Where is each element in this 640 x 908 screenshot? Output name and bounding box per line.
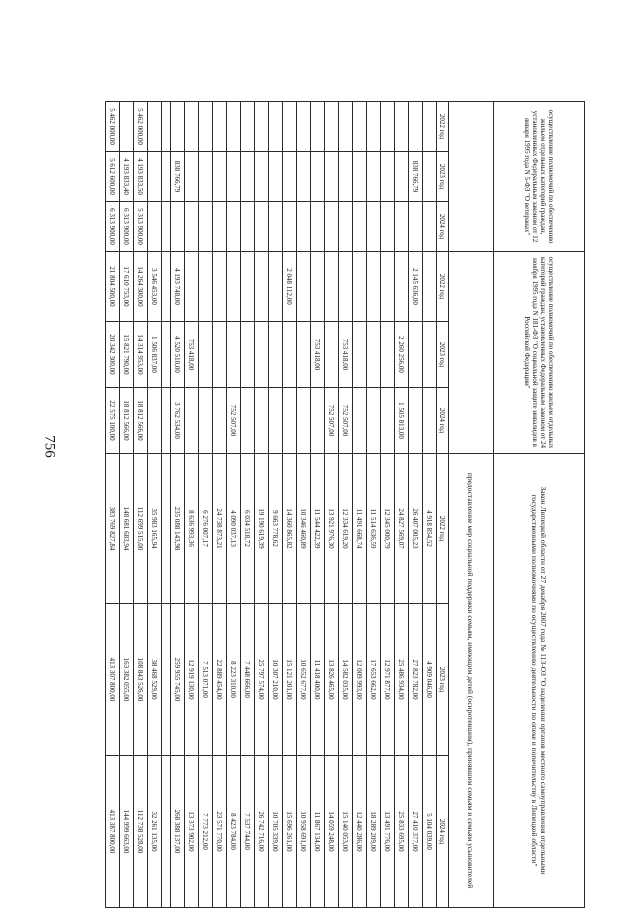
table-cell: 413 387 800,00 [106, 756, 120, 908]
year-header: 2023 год [437, 604, 449, 756]
table-cell [227, 202, 241, 252]
table-cell: 19 190 619,39 [255, 454, 269, 604]
table-cell: 12 334 619,20 [339, 454, 353, 604]
table-cell: 259 955 745,00 [171, 604, 185, 756]
table-cell [311, 202, 325, 252]
table-cell [185, 152, 199, 202]
table-cell [283, 388, 297, 454]
table-cell [297, 252, 311, 322]
table-cell [185, 252, 199, 322]
table-cell: 838 766,79 [171, 152, 185, 202]
table-cell: 11 544 422,39 [311, 454, 325, 604]
table-cell [171, 102, 185, 152]
table-row [395, 102, 409, 908]
table-cell: 838 766,79 [409, 152, 423, 202]
table-cell: 383 769 827,84 [106, 454, 120, 604]
table-cell [269, 152, 283, 202]
table-cell: 7 448 666,00 [241, 604, 255, 756]
table-cell: 25 797 574,00 [255, 604, 269, 756]
table-row [409, 102, 423, 908]
table-cell [367, 102, 381, 152]
table-cell: 26 742 716,00 [255, 756, 269, 908]
table-cell [148, 388, 162, 454]
table-cell: 11 867 134,00 [311, 756, 325, 908]
table-cell [162, 202, 171, 252]
table-cell [353, 252, 367, 322]
table-cell: 7 773 212,00 [199, 756, 213, 908]
table-cell [423, 388, 437, 454]
table-cell [241, 322, 255, 388]
rotated-table-page [75, 101, 585, 907]
table-cell [395, 202, 409, 252]
table-cell: 18 289 209,00 [367, 756, 381, 908]
table-cell [381, 322, 395, 388]
table-cell [148, 102, 162, 152]
table-cell [162, 756, 171, 908]
table-cell: 4 193 833,50 [134, 152, 148, 202]
table-cell [255, 252, 269, 322]
table-cell: 26 407 005,23 [409, 454, 423, 604]
table-cell [120, 102, 134, 152]
table-cell [199, 202, 213, 252]
table-row [120, 102, 134, 908]
table-cell: 752 507,00 [325, 388, 339, 454]
table-cell [241, 152, 255, 202]
table-cell [283, 322, 297, 388]
table-cell: 2 048 112,00 [283, 252, 297, 322]
table-cell: 25 833 695,00 [395, 756, 409, 908]
table-cell: 7 537 744,00 [241, 756, 255, 908]
table-row [339, 102, 353, 908]
table-cell [423, 102, 437, 152]
table-row [311, 102, 325, 908]
table-cell [255, 102, 269, 152]
table-cell: 3 762 534,00 [171, 388, 185, 454]
table-cell [381, 152, 395, 202]
table-cell [255, 388, 269, 454]
table-cell: 268 388 137,00 [171, 756, 185, 908]
table-row [255, 102, 269, 908]
table-cell: 15 696 261,00 [283, 756, 297, 908]
page-number: 756 [41, 435, 58, 458]
table-cell: 27 823 782,00 [409, 604, 423, 756]
table-cell: 144 999 663,00 [120, 756, 134, 908]
table-cell [423, 252, 437, 322]
group3-subheader: предоставление мер социальной поддержки семьям, имеющим детей (осиротевшим), принявшим семьям и семьям усыновителей [449, 454, 494, 908]
table-cell: 3 546 453,00 [148, 252, 162, 322]
table-cell: 1 505 813,00 [395, 388, 409, 454]
table-cell [227, 252, 241, 322]
table-cell [311, 252, 325, 322]
table-cell [297, 388, 311, 454]
year-header: 2022 год [437, 102, 449, 152]
table-row [269, 102, 283, 908]
budget-table [105, 101, 585, 908]
table-cell: 10 652 677,00 [297, 604, 311, 756]
table-cell [241, 202, 255, 252]
table-cell: 10 958 691,00 [297, 756, 311, 908]
table-cell [297, 152, 311, 202]
table-cell: 8 423 784,00 [227, 756, 241, 908]
table-cell [213, 322, 227, 388]
table-cell [213, 152, 227, 202]
group1-subheader-empty [449, 102, 494, 252]
table-cell [162, 322, 171, 388]
table-cell: 112 699 515,00 [134, 454, 148, 604]
table-cell: 35 983 165,94 [148, 454, 162, 604]
table-cell: 15 140 053,00 [339, 756, 353, 908]
table-cell: 4 520 510,00 [171, 322, 185, 388]
table-cell [213, 252, 227, 322]
table-cell [325, 252, 339, 322]
table-cell: 8 223 310,00 [227, 604, 241, 756]
table-row [297, 102, 311, 908]
table-cell [311, 152, 325, 202]
table-cell: 6 034 518,72 [241, 454, 255, 604]
group-header-guardianship: Закон Липецкой области от 27 декабря 2007 года № 113-ОЗ "О наделении органов местного самоуправления отдельными государственными полномочиями по осуществлению деятельности по опеке и попечительству в Липецкой области" [494, 454, 585, 908]
table-cell: 13 491 776,00 [381, 756, 395, 908]
table-cell [297, 202, 311, 252]
table-cell: 148 681 683,94 [120, 454, 134, 604]
table-cell: 14 264 300,00 [134, 252, 148, 322]
table-cell [367, 152, 381, 202]
table-cell [311, 102, 325, 152]
table-cell: 27 410 377,00 [409, 756, 423, 908]
table-cell: 11 418 400,00 [311, 604, 325, 756]
table-cell [297, 102, 311, 152]
table-cell [227, 102, 241, 152]
table-cell [199, 322, 213, 388]
table-cell [423, 322, 437, 388]
table-cell [185, 102, 199, 152]
table-cell [409, 202, 423, 252]
year-header: 2022 год [437, 252, 449, 322]
table-cell [227, 152, 241, 202]
table-cell [353, 102, 367, 152]
table-row [171, 102, 185, 908]
table-cell: 4 909 046,00 [423, 604, 437, 756]
table-row [199, 102, 213, 908]
table-cell [162, 388, 171, 454]
table-cell: 753 418,00 [185, 322, 199, 388]
table-cell [213, 388, 227, 454]
table-cell [255, 152, 269, 202]
table-cell: 12 919 130,00 [185, 604, 199, 756]
table-cell [283, 202, 297, 252]
table-cell: 4 918 854,52 [423, 454, 437, 604]
table-cell: 8 636 993,36 [185, 454, 199, 604]
table-cell [283, 102, 297, 152]
table-cell [213, 102, 227, 152]
table-cell [325, 202, 339, 252]
table-cell [423, 152, 437, 202]
table-row [325, 102, 339, 908]
table-cell [148, 152, 162, 202]
group-header-disabled: осуществление полномочий по обеспечению жильем отдельных категорий граждан, установленных Федеральным законом от 24 ноября 1995 года N 181-ФЗ "О социальной защите инвалидов в Российской Федерации" [494, 252, 585, 454]
table-cell [381, 202, 395, 252]
table-cell: 20 342 300,00 [106, 322, 120, 388]
table-cell: 108 843 526,00 [134, 604, 148, 756]
year-header: 2024 год [437, 202, 449, 252]
table-cell [339, 252, 353, 322]
table-cell: 25 486 934,00 [395, 604, 409, 756]
table-cell [353, 322, 367, 388]
table-cell: 6 313 900,00 [120, 202, 134, 252]
table-row [227, 102, 241, 908]
table-cell: 112 738 528,00 [134, 756, 148, 908]
table-cell [269, 388, 283, 454]
table-cell [148, 202, 162, 252]
table-cell: 753 418,00 [311, 322, 325, 388]
table-cell: 13 826 465,00 [325, 604, 339, 756]
table-cell: 14 059 248,00 [325, 756, 339, 908]
table-row [213, 102, 227, 908]
table-cell: 5 462 000,00 [106, 102, 120, 152]
table-cell [339, 202, 353, 252]
table-cell [367, 322, 381, 388]
table-cell [325, 152, 339, 202]
table-cell: 9 663 778,62 [269, 454, 283, 604]
table-cell: 5 313 900,00 [134, 202, 148, 252]
table-row [106, 102, 120, 908]
table-cell: 235 088 143,98 [171, 454, 185, 604]
table-row [134, 102, 148, 908]
table-cell: 11 491 668,74 [353, 454, 367, 604]
table-cell [353, 152, 367, 202]
table-cell: 5 104 039,00 [423, 756, 437, 908]
table-cell: 11 514 636,59 [367, 454, 381, 604]
table-cell [353, 202, 367, 252]
table-cell: 14 582 035,00 [339, 604, 353, 756]
table-cell: 21 804 500,00 [106, 252, 120, 322]
table-cell [339, 102, 353, 152]
table-cell [367, 252, 381, 322]
table-cell: 18 812 566,00 [134, 388, 148, 454]
table-cell: 13 373 902,00 [185, 756, 199, 908]
table-row [381, 102, 395, 908]
table-cell [325, 322, 339, 388]
table-cell [283, 152, 297, 202]
table-cell: 752 507,00 [227, 388, 241, 454]
table-cell: 10 705 339,00 [269, 756, 283, 908]
year-header: 2024 год [437, 756, 449, 908]
table-cell [423, 202, 437, 252]
table-cell [311, 388, 325, 454]
table-cell [381, 102, 395, 152]
table-cell: 6 276 007,17 [199, 454, 213, 604]
year-header: 2022 год [437, 454, 449, 604]
table-cell: 163 382 055,00 [120, 604, 134, 756]
table-row [162, 102, 171, 908]
table-cell [269, 322, 283, 388]
table-cell [162, 252, 171, 322]
table-cell: 15 821 790,00 [120, 322, 134, 388]
table-cell: 413 307 800,00 [106, 604, 120, 756]
table-cell: 13 921 976,30 [325, 454, 339, 604]
table-cell: 24 827 569,07 [395, 454, 409, 604]
table-cell: 2 260 256,00 [395, 322, 409, 388]
table-row [241, 102, 255, 908]
table-cell: 753 418,00 [339, 322, 353, 388]
table-cell: 12 440 286,00 [353, 756, 367, 908]
table-row [367, 102, 381, 908]
table-cell [409, 102, 423, 152]
table-cell [339, 152, 353, 202]
table-cell [162, 604, 171, 756]
table-row [148, 102, 162, 908]
table-cell [162, 102, 171, 152]
table-cell [199, 102, 213, 152]
table-cell: 4 193 833,40 [120, 152, 134, 202]
table-cell [409, 388, 423, 454]
year-header: 2023 год [437, 152, 449, 202]
table-cell [171, 202, 185, 252]
table-cell: 22 889 454,00 [213, 604, 227, 756]
table-cell [213, 202, 227, 252]
table-cell: 14 360 865,82 [283, 454, 297, 604]
table-cell [241, 388, 255, 454]
table-cell: 6 313 900,00 [106, 202, 120, 252]
table-cell [381, 252, 395, 322]
table-cell [199, 252, 213, 322]
table-cell [185, 388, 199, 454]
year-header: 2024 год [437, 388, 449, 454]
table-row [423, 102, 437, 908]
table-cell: 1 506 837,00 [148, 322, 162, 388]
table-cell: 5 612 600,00 [106, 152, 120, 202]
table-cell [367, 388, 381, 454]
table-cell [325, 102, 339, 152]
table-cell [227, 322, 241, 388]
table-cell [409, 322, 423, 388]
group2-subheader-empty [449, 252, 494, 454]
table-cell [297, 322, 311, 388]
table-cell [255, 202, 269, 252]
table-cell [241, 102, 255, 152]
table-cell [269, 202, 283, 252]
table-row [353, 102, 367, 908]
table-cell [255, 322, 269, 388]
table-cell: 32 261 135,00 [148, 756, 162, 908]
table-cell: 23 571 770,00 [213, 756, 227, 908]
table-cell: 24 738 873,21 [213, 454, 227, 604]
table-row [185, 102, 199, 908]
table-cell [367, 202, 381, 252]
table-cell [185, 202, 199, 252]
group-header-veterans: осуществление полномочий по обеспечению жильем отдельных категорий граждан, установленных Федеральным законом от 12 января 1995 года N 5-ФЗ "О ветеранах" [494, 102, 585, 252]
table-cell: 18 812 566,00 [120, 388, 134, 454]
table-cell: 7 513 071,00 [199, 604, 213, 756]
table-cell: 15 121 201,00 [283, 604, 297, 756]
table-cell [269, 252, 283, 322]
table-cell: 22 575 100,00 [106, 388, 120, 454]
table-cell: 4 090 037,13 [227, 454, 241, 604]
table-cell [381, 388, 395, 454]
table-cell [269, 102, 283, 152]
table-cell: 5 462 000,00 [134, 102, 148, 152]
table-cell [162, 454, 171, 604]
table-cell: 17 610 753,00 [120, 252, 134, 322]
table-cell [353, 388, 367, 454]
table-cell [395, 252, 409, 322]
table-cell: 14 314 953,00 [134, 322, 148, 388]
table-cell: 12 009 993,00 [353, 604, 367, 756]
table-cell: 10 307 210,00 [269, 604, 283, 756]
table-cell [395, 152, 409, 202]
table-cell: 12 345 000,79 [381, 454, 395, 604]
table-cell: 752 507,00 [339, 388, 353, 454]
table-cell [241, 252, 255, 322]
table-row [283, 102, 297, 908]
table-body [106, 102, 437, 908]
table-cell [199, 388, 213, 454]
table-cell: 10 346 460,89 [297, 454, 311, 604]
table-cell [395, 102, 409, 152]
table-cell: 4 193 748,00 [171, 252, 185, 322]
table-cell: 2 145 636,00 [409, 252, 423, 322]
table-cell [199, 152, 213, 202]
table-cell: 38 468 529,00 [148, 604, 162, 756]
table-cell: 12 971 877,00 [381, 604, 395, 756]
year-header: 2023 год [437, 322, 449, 388]
table-cell: 17 653 662,00 [367, 604, 381, 756]
table-cell [162, 152, 171, 202]
